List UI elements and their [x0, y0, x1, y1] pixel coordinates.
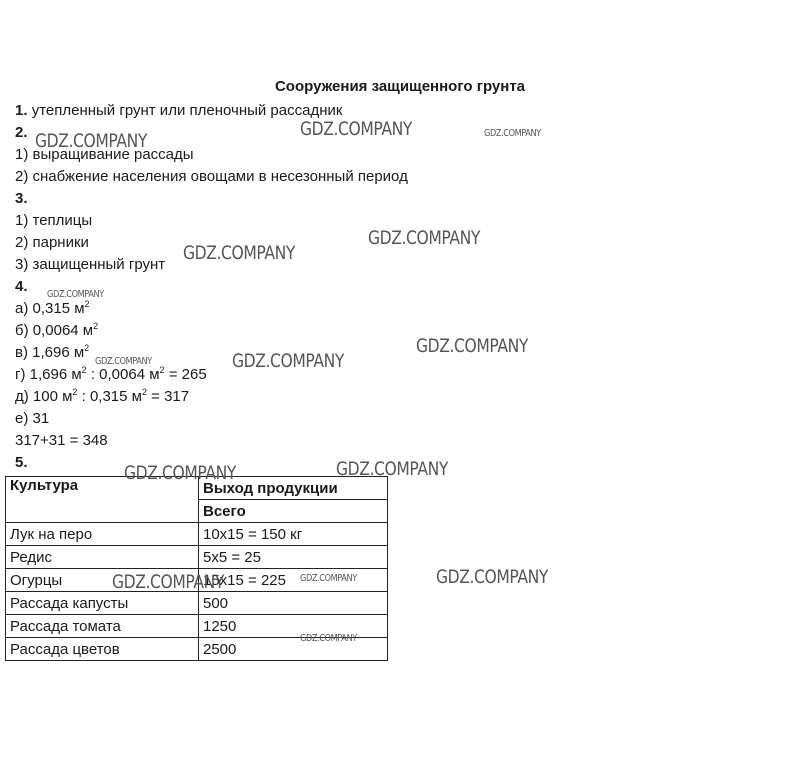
watermark: GDZ.COMPANY — [232, 350, 345, 372]
answer-4-number: 4. — [15, 278, 28, 295]
watermark: GDZ.COMPANY — [95, 356, 152, 367]
answer-4d: г) 1,696 $м^2$ : 0,0064 $м^2 = 265$ — [15, 365, 207, 383]
crop-cell: Огурцы — [6, 569, 199, 592]
header-culture: Культура — [6, 477, 199, 523]
watermark: GDZ.COMPANY — [112, 571, 225, 593]
total-cell: 2500 — [199, 638, 388, 661]
answer-3a: 1) теплицы — [15, 212, 93, 229]
watermark: GDZ.COMPANY — [47, 289, 104, 300]
table-header-row — [6, 477, 388, 500]
watermark: GDZ.COMPANY — [300, 633, 357, 644]
total-cell: 500 — [199, 592, 388, 615]
table-row — [6, 546, 388, 569]
header-output: Выход продукции — [199, 477, 388, 500]
answer-1: 1. утепленный грунт или пленочный рассадник — [15, 102, 343, 119]
total-cell: 1250 — [199, 615, 388, 638]
watermark: GDZ.COMPANY — [336, 458, 449, 480]
page-title: Сооружения защищенного грунта — [274, 78, 526, 95]
crop-cell: Лук на перо — [6, 523, 199, 546]
watermark: GDZ.COMPANY — [368, 227, 481, 249]
header-total: Всего — [199, 500, 388, 523]
watermark: GDZ.COMPANY — [300, 573, 357, 584]
answer-5-number: 5. — [15, 454, 28, 471]
table-row — [6, 569, 388, 592]
answer-4c: в) 1,696 $м^2$ — [15, 343, 90, 361]
crop-cell: Рассада цветов — [6, 638, 199, 661]
table-row — [6, 638, 388, 661]
watermark: GDZ.COMPANY — [183, 242, 296, 264]
crop-output-table — [5, 476, 388, 661]
answer-4-sum: 317+31 = 348 — [15, 432, 108, 449]
watermark: GDZ.COMPANY — [300, 118, 413, 140]
answer-4a: а) 0,315 $м^2$ — [15, 299, 90, 317]
table-row — [6, 615, 388, 638]
watermark: GDZ.COMPANY — [436, 566, 549, 588]
crop-cell: Рассада томата — [6, 615, 199, 638]
total-cell: 5х5 = 25 — [199, 546, 388, 569]
total-cell: 15х15 = 225 — [199, 569, 388, 592]
answer-3b: 2) парники — [15, 234, 89, 251]
watermark: GDZ.COMPANY — [416, 335, 529, 357]
answer-3c: 3) защищенный грунт — [15, 256, 166, 273]
answer-4e: д) 100 $м^2$ : 0,315 $м^2 = 317$ — [15, 387, 190, 405]
crop-cell: Редис — [6, 546, 199, 569]
answer-2b: 2) снабжение населения овощами в несезонный период — [15, 168, 408, 185]
answer-4f: е) 31 — [15, 410, 50, 427]
total-cell: 10х15 = 150 кг — [199, 523, 388, 546]
table-row — [6, 523, 388, 546]
answer-4b: б) 0,0064 $м^2$ — [15, 321, 99, 339]
crop-cell: Рассада капусты — [6, 592, 199, 615]
answer-2a: 1) выращивание рассады — [15, 146, 194, 163]
watermark: GDZ.COMPANY — [484, 128, 541, 139]
watermark: GDZ.COMPANY — [35, 130, 148, 152]
answer-3-number: 3. — [15, 190, 28, 207]
watermark: GDZ.COMPANY — [124, 462, 237, 484]
answer-2-number: 2. — [15, 124, 28, 141]
table-row — [6, 592, 388, 615]
